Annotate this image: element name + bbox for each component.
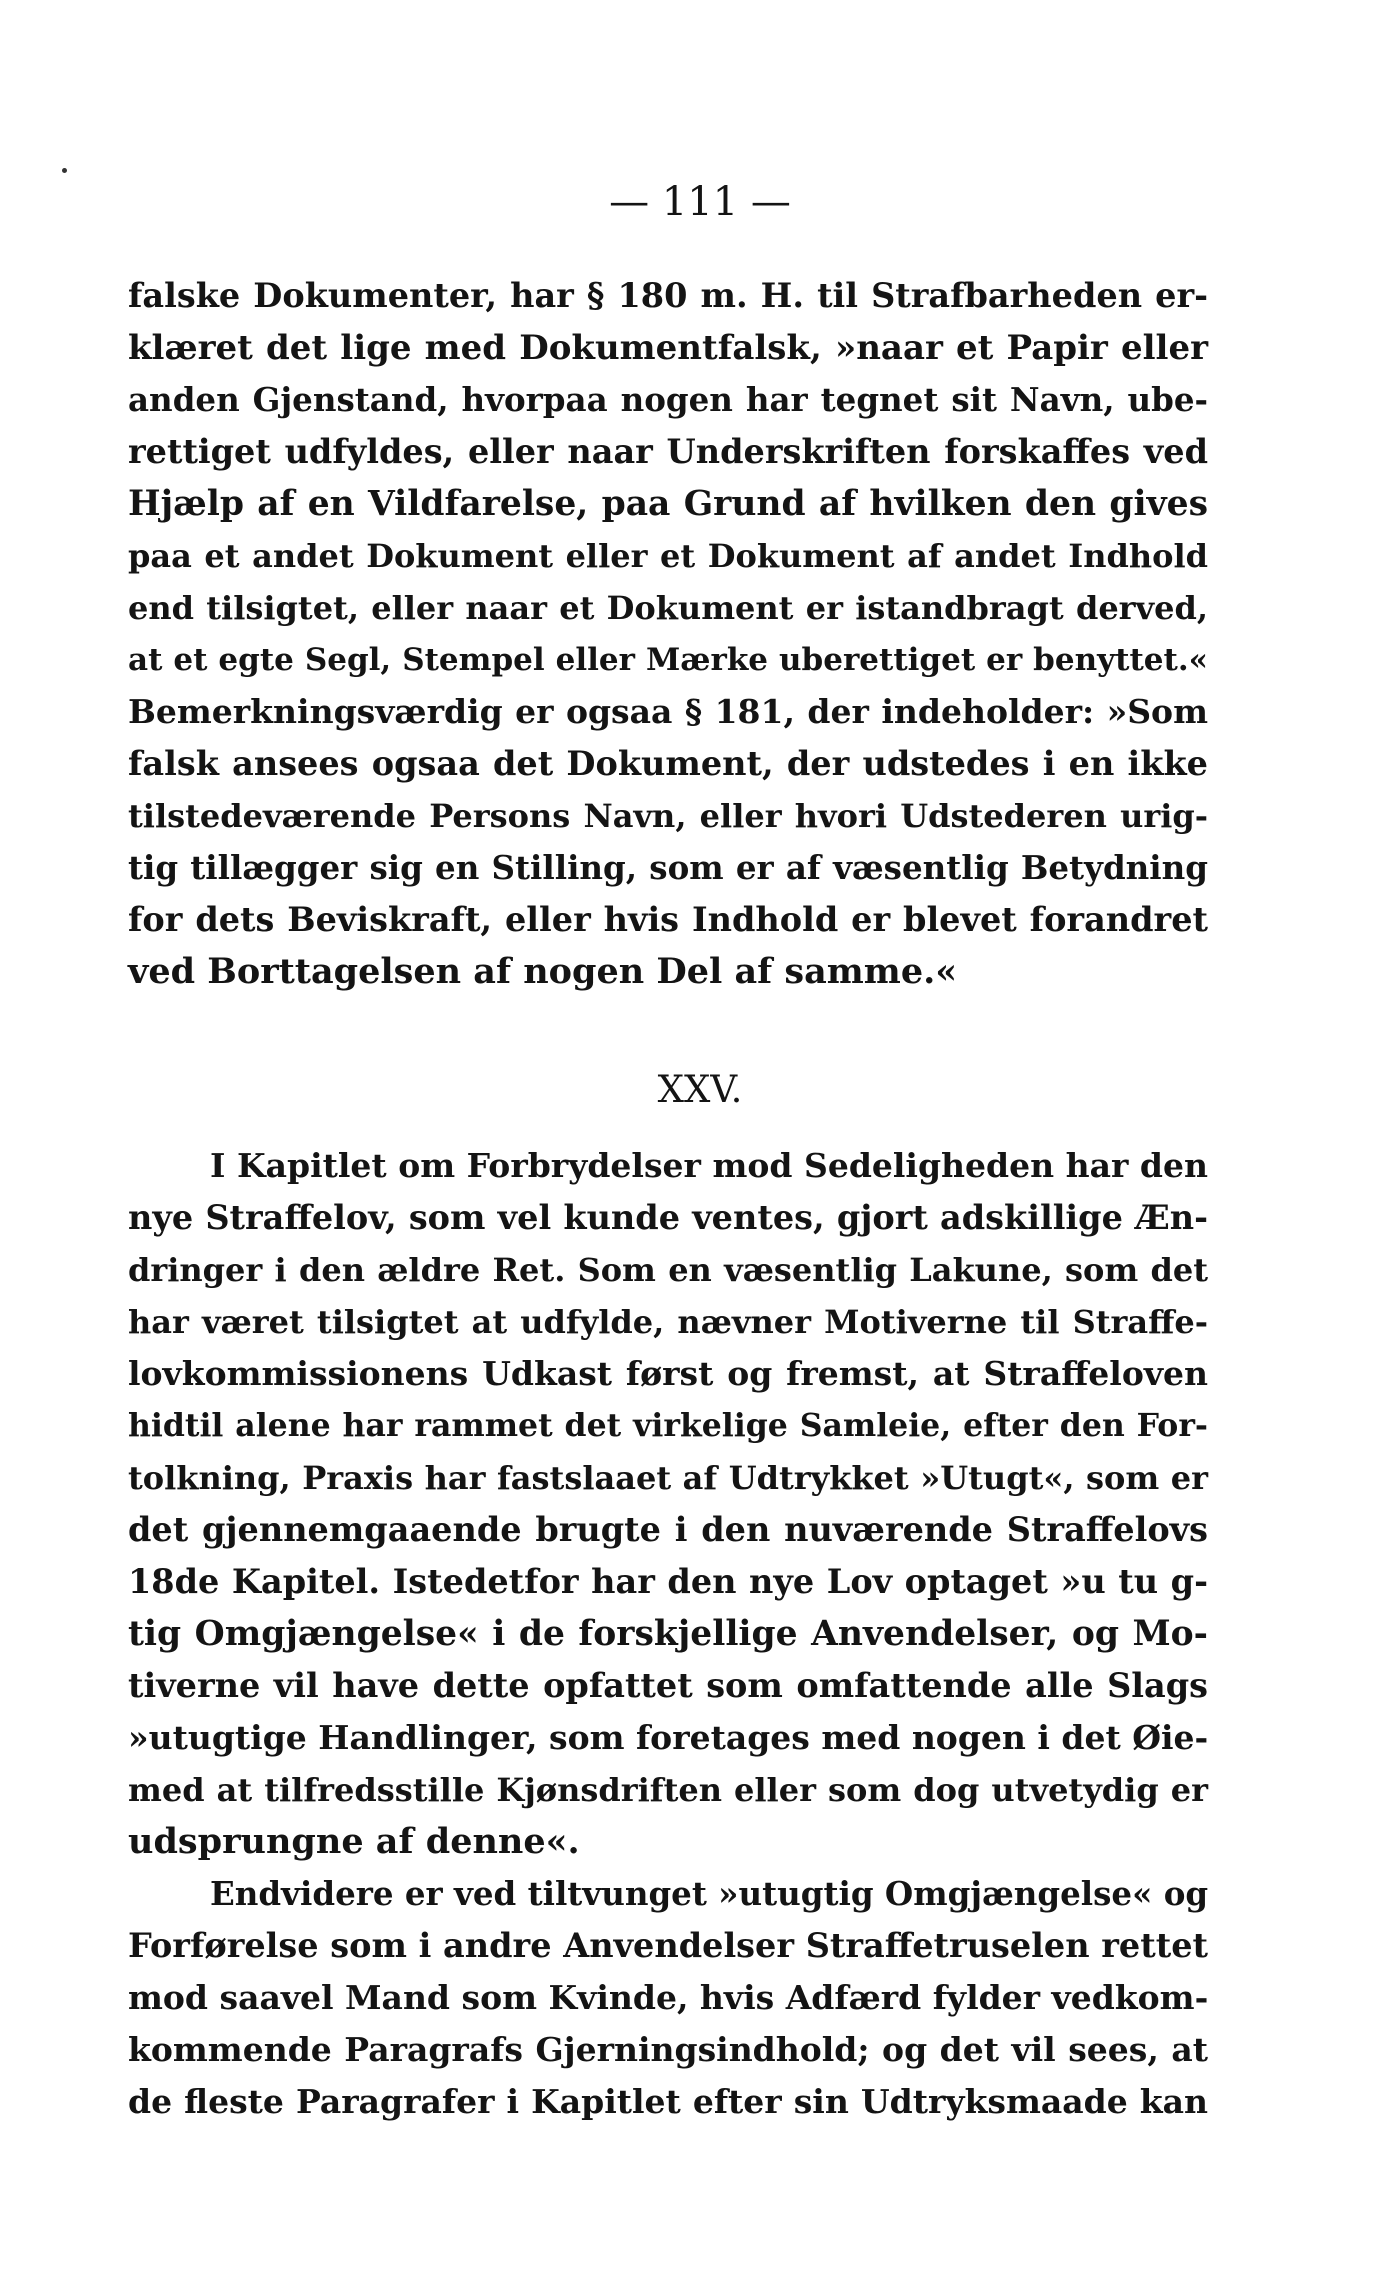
text-line: Bemerkningsværdig er ogsaa § 181, der indeholder: »Som: [128, 692, 1208, 731]
text-line: tiverne vil have dette opfattet som omfattende alle Slags: [128, 1666, 1208, 1705]
text-line: Forførelse som i andre Anvendelser Straffetruselen rettet: [128, 1926, 1208, 1965]
paragraph-1: [128, 270, 1208, 998]
text-line: falske Dokumenter, har § 180 m. H. til Strafbarheden er-: [128, 276, 1208, 315]
section-heading: XXV.: [657, 1068, 743, 1111]
text-line: udsprungne af denne«.: [128, 1821, 580, 1862]
print-speck: [62, 168, 67, 173]
text-line: Hjælp af en Vildfarelse, paa Grund af hvilken den gives: [128, 484, 1208, 524]
text-line: ved Borttagelsen af nogen Del af samme.«: [128, 951, 958, 992]
text-line: anden Gjenstand, hvorpaa nogen har tegnet sit Navn, ube-: [128, 380, 1208, 419]
text-line: tilstedeværende Persons Navn, eller hvori Udstederen urig-: [128, 797, 1208, 835]
text-line: at et egte Segl, Stempel eller Mærke uberettiget er benyttet.«: [128, 642, 1208, 678]
text-line: »utugtige Handlinger, som foretages med nogen i det Øie-: [128, 1718, 1209, 1757]
text-line: tig tillægger sig en Stilling, som er af væsentlig Betydning: [128, 848, 1208, 887]
text-line: for dets Beviskraft, eller hvis Indhold er blevet forandret: [128, 900, 1208, 939]
text-line: nye Straffelov, som vel kunde ventes, gjort adskillige Æn-: [128, 1198, 1208, 1237]
text-line: klæret det lige med Dokumentfalsk, »naar et Papir eller: [128, 328, 1208, 368]
text-line: end tilsigtet, eller naar et Dokument er istandbragt derved,: [128, 589, 1208, 627]
text-line: falsk ansees ogsaa det Dokument, der udstedes i en ikke: [128, 744, 1208, 783]
text-line: I Kapitlet om Forbrydelser mod Sedeligheden har den: [210, 1146, 1208, 1185]
text-line: kommende Paragrafs Gjerningsindhold; og det vil sees, at: [128, 2030, 1208, 2069]
text-line: tig Omgjængelse« i de forskjellige Anvendelser, og Mo-: [128, 1614, 1208, 1654]
text-line: de fleste Paragrafer i Kapitlet efter sin Udtryksmaade kan: [128, 2082, 1208, 2121]
text-line: det gjennemgaaende brugte i den nuværende Straffelovs: [128, 1510, 1208, 1549]
text-line: dringer i den ældre Ret. Som en væsentlig Lakune, som det: [128, 1251, 1208, 1289]
text-line: mod saavel Mand som Kvinde, hvis Adfærd fylder vedkom-: [128, 1978, 1209, 2017]
paragraph-3: [128, 1868, 1208, 2128]
text-line: 18de Kapitel. Istedetfor har den nye Lov optaget »u tu g-: [128, 1562, 1208, 1601]
text-line: rettiget udfyldes, eller naar Underskriften forskaffes ved: [128, 432, 1208, 471]
text-line: lovkommissionens Udkast først og fremst, at Straffeloven: [128, 1354, 1208, 1393]
text-line: med at tilfredsstille Kjønsdriften eller som dog utvetydig er: [128, 1771, 1208, 1809]
page-number: — 111 —: [609, 179, 791, 225]
text-line: paa et andet Dokument eller et Dokument af andet Indhold: [128, 537, 1208, 575]
text-line: Endvidere er ved tiltvunget »utugtig Omgjængelse« og: [210, 1874, 1209, 1913]
text-line: tolkning, Praxis har fastslaaet af Udtrykket »Utugt«, som er: [128, 1459, 1208, 1497]
paragraph-2: [128, 1140, 1208, 1868]
text-line: hidtil alene har rammet det virkelige Samleie, efter den For-: [128, 1407, 1208, 1444]
text-line: har været tilsigtet at udfylde, nævner Motiverne til Straffe-: [128, 1303, 1208, 1341]
